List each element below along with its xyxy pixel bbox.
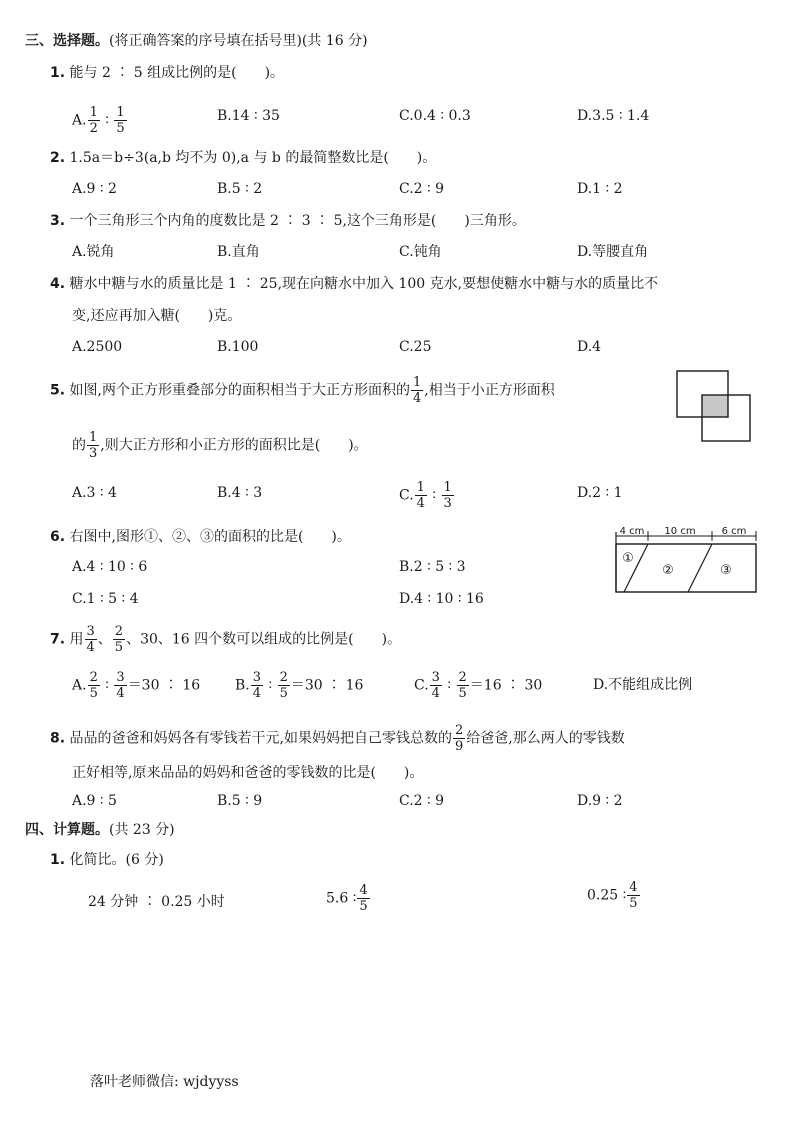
calc-expression-1: 24 分钟 ∶ 0.25 小时 (88, 894, 225, 910)
q2-option-c: C.2 ∶ 9 (399, 181, 445, 197)
q7-option-c: C. $\frac{3}{4}$ ∶ $\frac{2}{5}$ ＝16 ∶ 30 (414, 670, 543, 701)
question-7: 7. 用 $\frac{3}{4}$ 、 $\frac{2}{5}$ 、30、16 四个数可以组成的比例是( )。 (50, 624, 402, 655)
question-3: 3. 一个三角形三个内角的度数比是 2 ∶ 3 ∶ 5,这个三角形是( )三角形。 (50, 213, 526, 229)
question-text-line-1: 糖水中糖与水的质量比是 1 ∶ 25,现在向糖水中加入 100 克水,要想使糖水中糖与水的质量比不 (69, 276, 659, 292)
q2-option-d: D.1 ∶ 2 (577, 181, 623, 197)
q6-option-b: B.2 ∶ 5 ∶ 3 (399, 559, 466, 575)
section-3-note: (将正确答案的序号填在括号里)(共 16 分) (109, 33, 368, 49)
shape-1-label: ① (622, 551, 634, 566)
q6-option-d: D.4 ∶ 10 ∶ 16 (399, 591, 484, 607)
q4-option-c: C.25 (399, 339, 432, 355)
q8-option-d: D.9 ∶ 2 (577, 793, 623, 809)
question-4: 4. 糖水中糖与水的质量比是 1 ∶ 25,现在向糖水中加入 100 克水,要想使糖水中糖与水的质量比不 (50, 276, 659, 292)
question-5-line-2: 的 $\frac{1}{3}$ ,则大正方形和小正方形的面积比是( )。 (72, 430, 368, 461)
question-6: 6. 右图中,图形①、②、③的面积的比是( )。 (50, 529, 351, 545)
q4-option-b: B.100 (217, 339, 259, 355)
section-3-header (25, 31, 368, 51)
q7-option-d: D.不能组成比例 (593, 677, 693, 693)
overlap-region (702, 395, 728, 417)
question-text: 1.5a＝b÷3(a,b 均不为 0),a 与 b 的最简整数比是( )。 (69, 150, 437, 166)
question-text: 一个三角形三个内角的度数比是 2 ∶ 3 ∶ 5,这个三角形是( )三角形。 (69, 213, 526, 229)
calc-expression-3: 0.25 ∶ $\frac{4}{5}$ (587, 880, 638, 911)
q7-option-a: A. $\frac{2}{5}$ ∶ $\frac{3}{4}$ ＝30 ∶ 16 (72, 670, 201, 701)
q1-option-d: D.3.5 ∶ 1.4 (577, 108, 650, 124)
q5-option-b: B.4 ∶ 3 (217, 485, 263, 501)
section-4-note: (共 23 分) (109, 822, 175, 838)
rectangle-division-figure (612, 522, 760, 596)
section-4-header (25, 820, 175, 840)
section-4-title: 四、计算题。 (25, 822, 109, 838)
q4-option-d: D.4 (577, 339, 602, 355)
footer-contact: 落叶老师微信: wjdyyss (90, 1074, 239, 1090)
q4-option-a: A.2500 (72, 339, 123, 355)
q1-option-b: B.14 ∶ 35 (217, 108, 280, 124)
q1-option-a: A. $\frac{1}{2}$ ∶ $\frac{1}{5}$ (72, 105, 125, 136)
length-label-1: 4 cm (619, 526, 645, 537)
length-label-3: 6 cm (721, 526, 747, 537)
q5-option-a: A.3 ∶ 4 (72, 485, 117, 501)
q1-option-c: C.0.4 ∶ 0.3 (399, 108, 471, 124)
question-2: 2. 1.5a＝b÷3(a,b 均不为 0),a 与 b 的最简整数比是( )。 (50, 150, 437, 166)
q2-option-b: B.5 ∶ 2 (217, 181, 263, 197)
shape-3-label: ③ (720, 563, 732, 578)
question-text: 化简比。(6 分) (69, 852, 164, 868)
question-text: 右图中,图形①、②、③的面积的比是( )。 (69, 529, 351, 545)
length-label-2: 10 cm (664, 526, 696, 537)
question-5: 5. 如图,两个正方形重叠部分的面积相当于大正方形面积的 $\frac{1}{4}$ ,相当于小正方形面积 (50, 375, 555, 406)
question-1 (50, 63, 284, 83)
question-4-line-2: 变,还应再加入糖( )克。 (72, 308, 242, 324)
calc-question-1: 1. 化简比。(6 分) (50, 852, 164, 868)
q8-option-a: A.9 ∶ 5 (72, 793, 117, 809)
q3-option-d: D.等腰直角 (577, 244, 649, 260)
q5-option-c: C. $\frac{1}{4}$ ∶ $\frac{1}{3}$ (399, 480, 452, 511)
shape-2-label: ② (662, 563, 674, 578)
q6-option-a: A.4 ∶ 10 ∶ 6 (72, 559, 148, 575)
q7-option-b: B. $\frac{3}{4}$ ∶ $\frac{2}{5}$ ＝30 ∶ 16 (235, 670, 364, 701)
q8-option-b: B.5 ∶ 9 (217, 793, 263, 809)
q2-option-a: A.9 ∶ 2 (72, 181, 117, 197)
q8-option-c: C.2 ∶ 9 (399, 793, 445, 809)
calc-expression-2: 5.6 ∶ $\frac{4}{5}$ (326, 883, 368, 914)
overlapping-squares-figure (673, 367, 757, 447)
question-number: 1. (50, 65, 66, 81)
q3-option-c: C.钝角 (399, 244, 442, 260)
question-text: 能与 2 ∶ 5 组成比例的是( )。 (69, 65, 285, 81)
section-3-title: 三、选择题。 (25, 33, 109, 49)
q3-option-a: A.锐角 (72, 244, 115, 260)
q5-option-d: D.2 ∶ 1 (577, 485, 623, 501)
q6-option-c: C.1 ∶ 5 ∶ 4 (72, 591, 139, 607)
question-8-line-2: 正好相等,原来品品的妈妈和爸爸的零钱数的比是( )。 (72, 765, 424, 781)
q3-option-b: B.直角 (217, 244, 260, 260)
question-8: 8. 品品的爸爸和妈妈各有零钱若干元,如果妈妈把自己零钱总数的 $\frac{2}{9}$ 给爸爸,那么两人的零钱数 (50, 723, 625, 754)
